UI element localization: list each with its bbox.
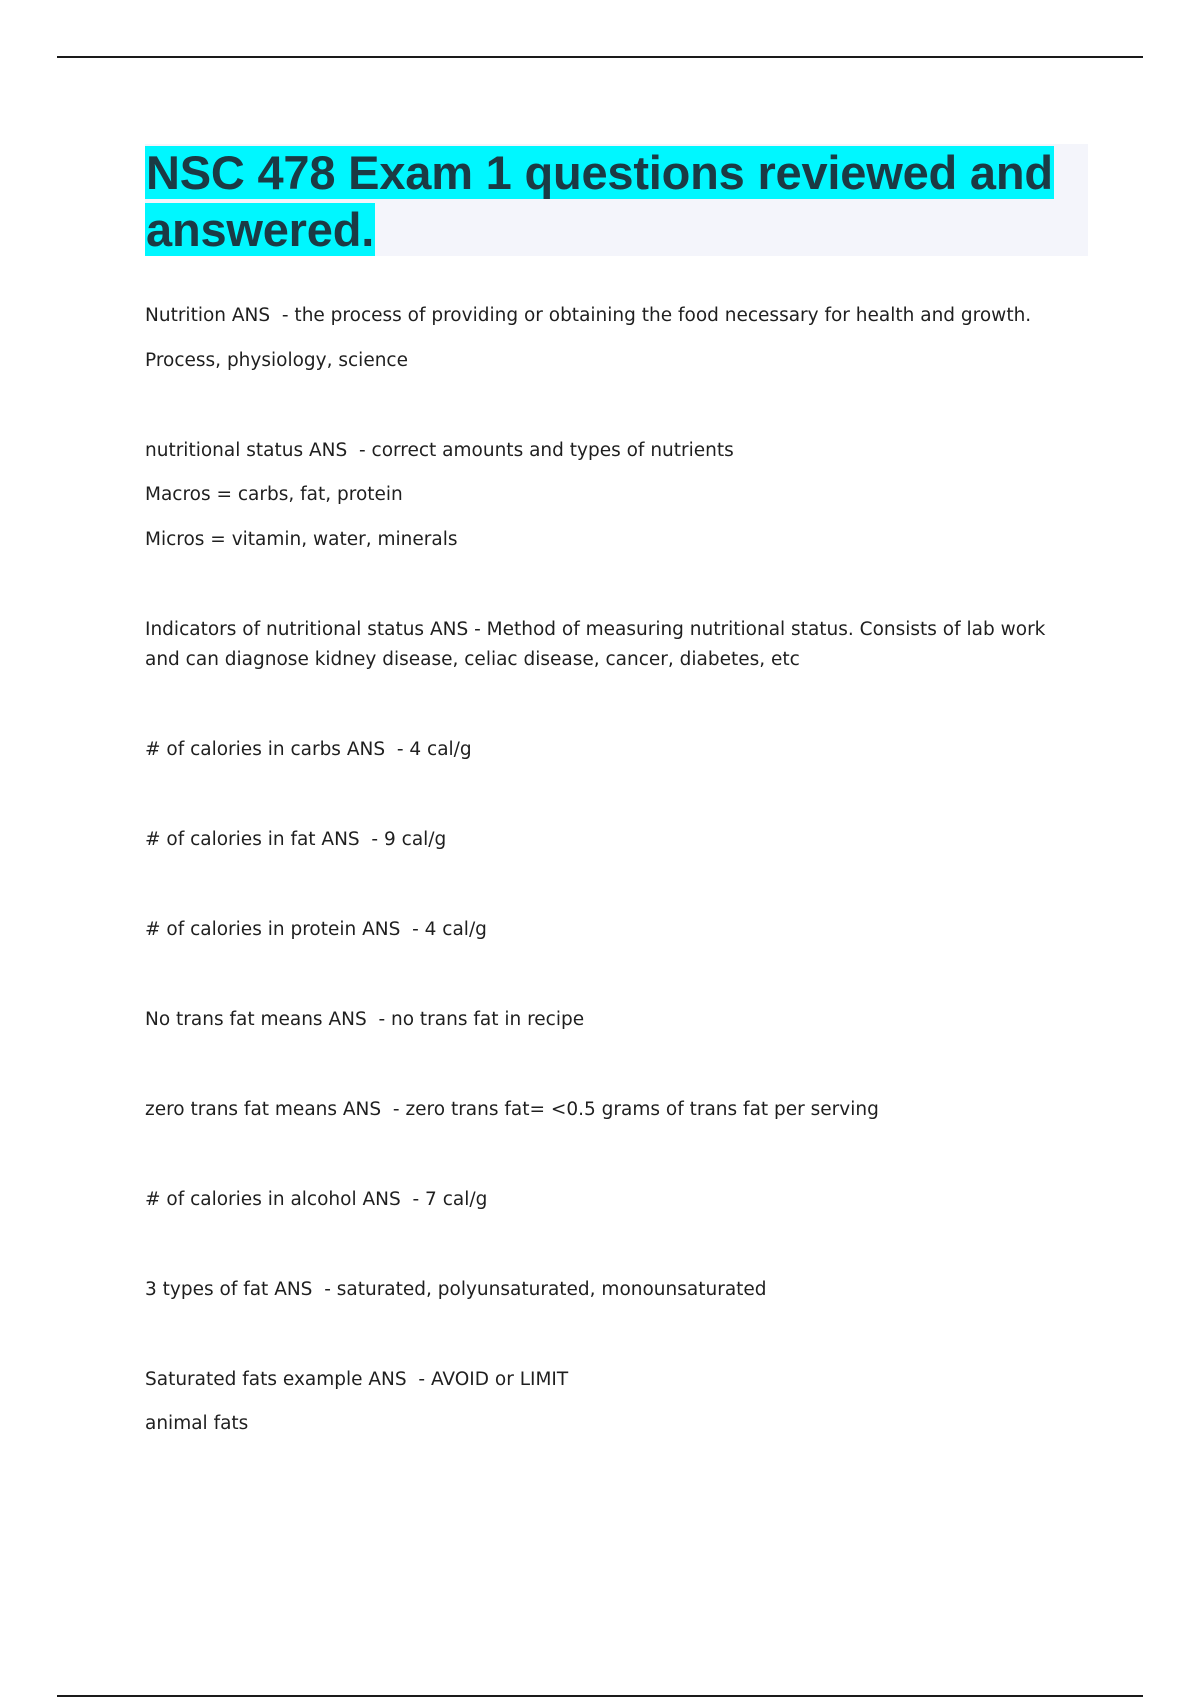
entry-line: animal fats xyxy=(145,1413,249,1434)
qa-entry-alcohol-calories xyxy=(145,1185,1095,1215)
qa-entry-no-trans-fat xyxy=(145,1005,1095,1035)
page-top-rule xyxy=(57,56,1143,58)
qa-entry-nutritional-status xyxy=(145,436,1095,555)
entry-line: Micros = vitamin, water, minerals xyxy=(145,528,458,550)
entry-line: # of calories in alcohol ANS - 7 cal/g xyxy=(145,1188,488,1210)
qa-entry-nutrition xyxy=(145,301,1095,376)
qa-entry-fat-types xyxy=(145,1275,1095,1305)
qa-entry-fat-calories xyxy=(145,825,1095,855)
entry-line: Nutrition ANS - the process of providing or obtaining the food necessary for health and growth. xyxy=(145,305,1032,326)
entry-line: # of calories in protein ANS - 4 cal/g xyxy=(145,918,487,940)
qa-entry-carbs-calories xyxy=(145,735,1095,765)
entry-line: 3 types of fat ANS - saturated, polyunsaturated, monounsaturated xyxy=(145,1278,767,1300)
page-bottom-rule xyxy=(57,1695,1143,1697)
entry-line: Indicators of nutritional status ANS - Method of measuring nutritional status. Consists of lab work and can diagnose kidney disease, celiac disease, cancer, diabetes, etc xyxy=(145,618,1046,670)
entry-line: Saturated fats example ANS - AVOID or LIMIT xyxy=(145,1368,569,1390)
qa-entry-zero-trans-fat xyxy=(145,1095,1095,1125)
qa-entry-protein-calories xyxy=(145,915,1095,945)
qa-entry-saturated-fats xyxy=(145,1365,1095,1440)
entry-line: # of calories in fat ANS - 9 cal/g xyxy=(145,828,447,850)
title-highlight: NSC 478 Exam 1 questions reviewed and answered. xyxy=(146,146,1053,256)
entry-line: zero trans fat means ANS - zero trans fat= <0.5 grams of trans fat per serving xyxy=(145,1098,879,1120)
qa-entry-indicators xyxy=(145,615,1095,675)
entry-line: Process, physiology, science xyxy=(145,349,408,371)
entry-line: nutritional status ANS - correct amounts and types of nutrients xyxy=(145,439,734,461)
entry-line: # of calories in carbs ANS - 4 cal/g xyxy=(145,738,472,760)
entry-line: Macros = carbs, fat, protein xyxy=(145,484,403,505)
entry-line: No trans fat means ANS - no trans fat in recipe xyxy=(145,1008,585,1030)
document-title xyxy=(145,144,1088,258)
document-body xyxy=(145,301,1095,1499)
